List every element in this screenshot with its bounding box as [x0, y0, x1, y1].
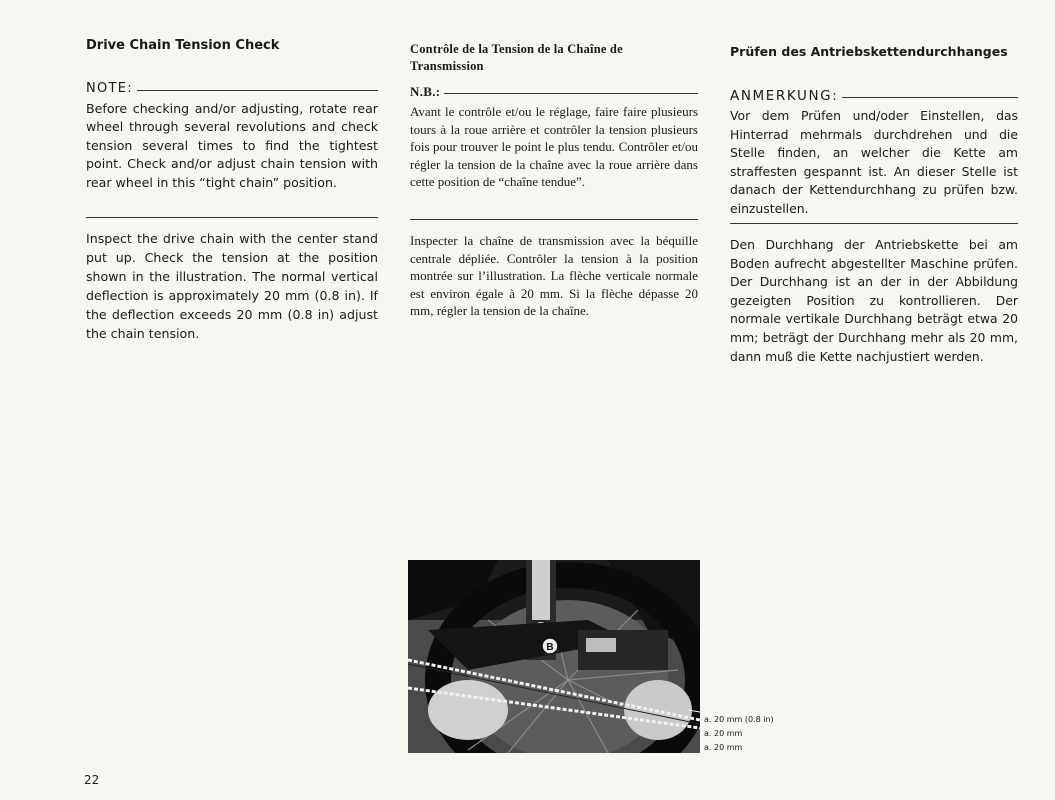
- french-note-heading: [410, 84, 698, 100]
- french-title: Contrôle de la Tension de la Chaîne de Transmission: [410, 42, 623, 73]
- figure-caption: [704, 713, 774, 755]
- english-body: Inspect the drive chain with the center stand put up. Check the tension at the position shown in the illustration. The normal vertical deflection is approximately 20 mm (0.8 in). If the deflection exceeds 20 mm (0.8 in) adjust the chain tension.: [86, 231, 378, 341]
- german-note-line: [842, 97, 1018, 98]
- english-note-text: Before checking and/or adjusting, rotate rear wheel through several revolutions and check tension several times to find the tightest point. Check and/or adjust chain tension with rear wheel in this “tight chain” position.: [86, 101, 378, 190]
- caption-german: a. 20 mm: [704, 743, 743, 752]
- english-divider: [86, 217, 378, 218]
- page-number: 22: [84, 773, 100, 787]
- french-divider: [410, 219, 698, 220]
- english-title: Drive Chain Tension Check: [86, 38, 280, 53]
- photo-marker: B: [546, 642, 554, 653]
- english-note-heading: [86, 81, 378, 96]
- german-body: Den Durchhang der Antriebskette bei am Boden aufrecht abgestellter Maschine prüfen. Der Durchhang ist an der in der Abbildung gezeigten Position zu kontrollieren. Der normale vertikale Durchhang beträgt etwa 20 mm; beträgt der Durchhang mehr als 20 mm, dann muß die Kette nachjustiert werden.: [730, 237, 1018, 364]
- french-note-label: N.B.:: [410, 84, 441, 99]
- german-title: Prüfen des Antriebskettendurchhanges: [730, 44, 1008, 59]
- english-note-line: [137, 90, 378, 91]
- french-body: Inspecter la chaîne de transmission avec la béquille centrale dépliée. Contrôler la tension à la position montrée sur l’illustration. La flèche verticale normale est environ égale à 20 mm. Si la flèche dépasse 20 mm, régler la tension de la chaîne.: [410, 233, 698, 319]
- caption-english: a. 20 mm (0.8 in): [704, 715, 774, 724]
- german-note-heading: [730, 88, 1018, 104]
- french-note-line: [444, 93, 698, 94]
- french-note-text: Avant le contrôle et/ou le réglage, faire faire plusieurs tours à la roue arrière et contrôler la tension plusieurs fois pour trouver le point le plus tendu. Contrôler et/ou régler la tension de la chaîne avec la roue arrière dans cette position de “chaîne tendue”.: [410, 104, 698, 190]
- german-divider: [730, 223, 1018, 224]
- german-note-label: ANMERKUNG:: [730, 88, 839, 104]
- drive-chain-photo: [408, 560, 700, 753]
- caption-french: a. 20 mm: [704, 729, 743, 738]
- german-note-text: Vor dem Prüfen und/oder Einstellen, das Hinterrad mehrmals durchdrehen und die Stelle finden, an welcher die Kette am straffesten gespannt ist. An dieser Stelle ist danach der Kettendurchhang zu prüfen bzw. einzustellen.: [730, 108, 1018, 216]
- english-note-label: NOTE:: [86, 81, 133, 96]
